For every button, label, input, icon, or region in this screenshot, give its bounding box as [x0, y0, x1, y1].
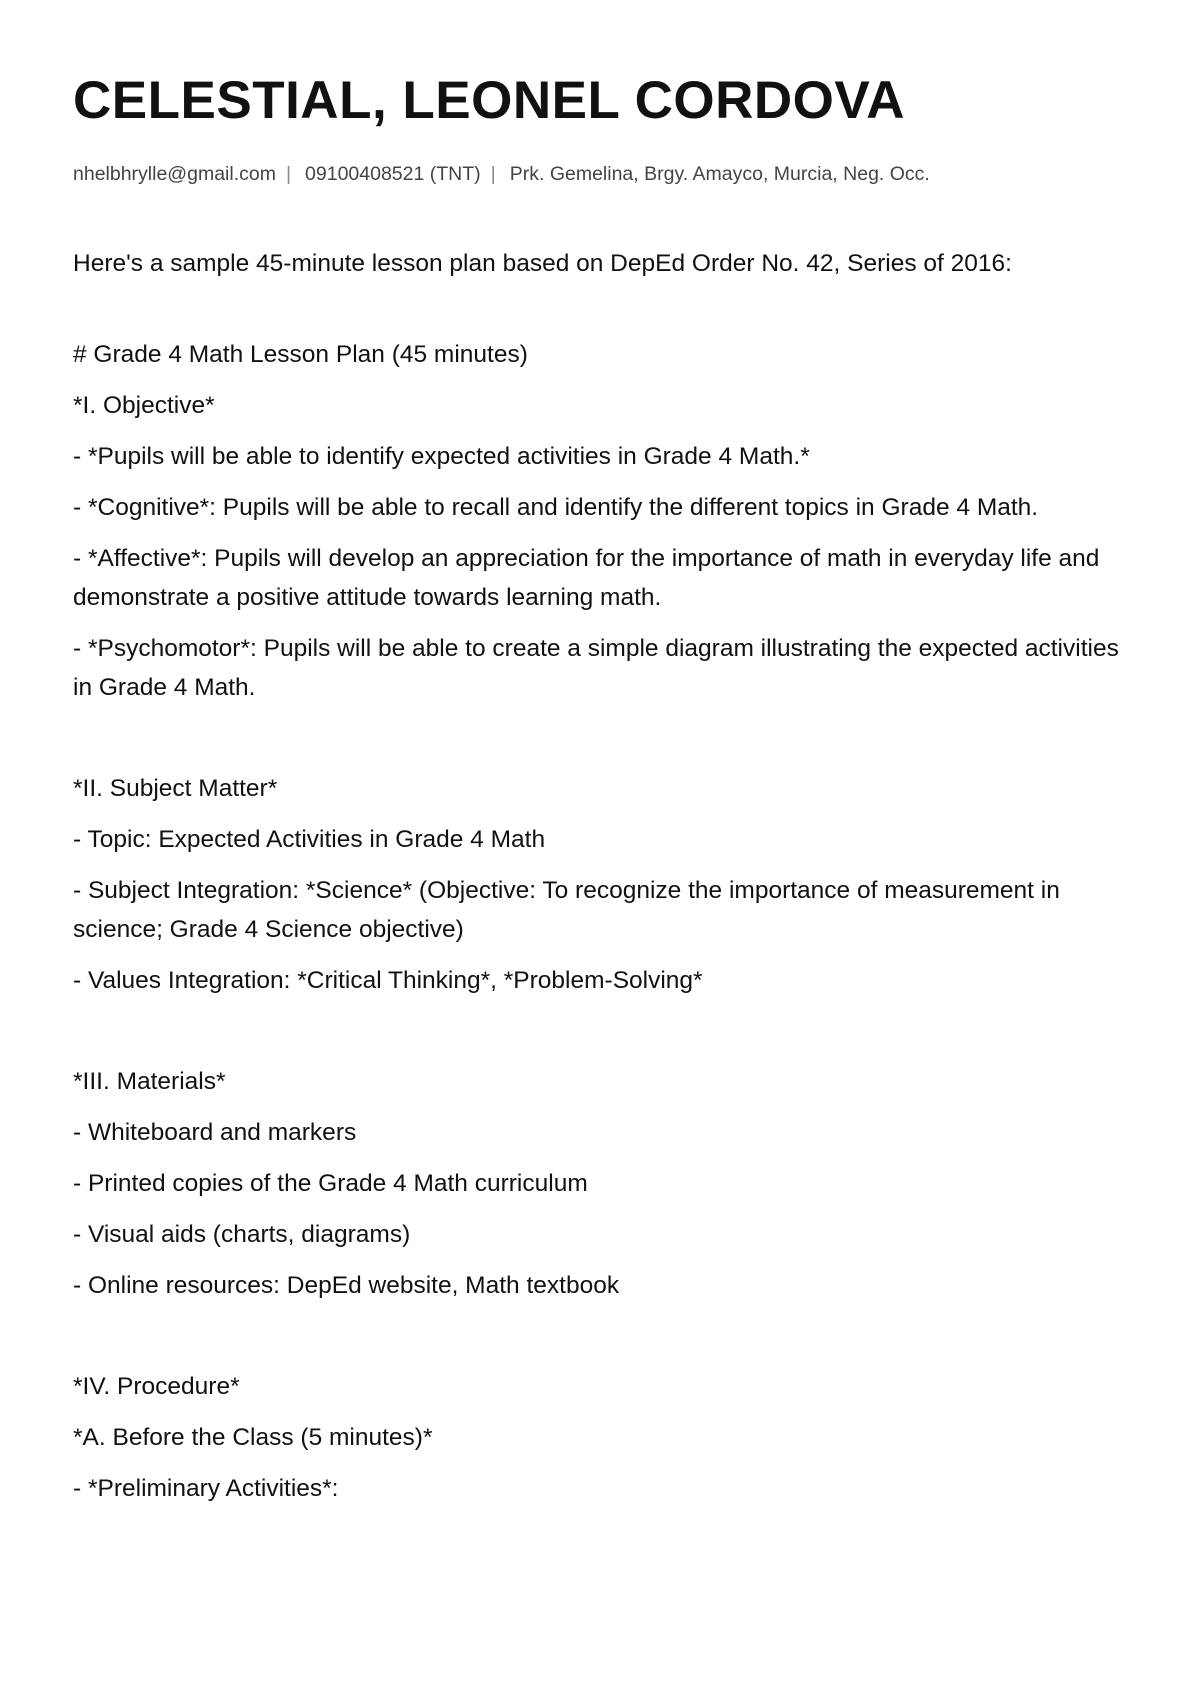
list-item: - Topic: Expected Activities in Grade 4 Math [73, 826, 546, 853]
sub-heading-before-class: *A. Before the Class (5 minutes)* [73, 1424, 433, 1451]
list-item: - *Cognitive*: Pupils will be able to recall and identify the different topics in Grade 4 Math. [73, 494, 1039, 521]
plan-title: # Grade 4 Math Lesson Plan (45 minutes) [73, 341, 528, 368]
address-text: Prk. Gemelina, Brgy. Amayco, Murcia, Neg. Occ. [509, 163, 930, 185]
list-item: - *Pupils will be able to identify expected activities in Grade 4 Math.* [73, 443, 810, 470]
list-item: - Values Integration: *Critical Thinking*, *Problem-Solving* [73, 967, 703, 994]
phone-text: 09100408521 (TNT) [305, 163, 481, 185]
contact-separator: | [490, 163, 496, 185]
section-heading-materials: *III. Materials* [73, 1068, 226, 1095]
list-item: - Printed copies of the Grade 4 Math curriculum [73, 1170, 588, 1197]
list-item: - Online resources: DepEd website, Math textbook [73, 1272, 620, 1299]
intro-paragraph: Here's a sample 45-minute lesson plan based on DepEd Order No. 42, Series of 2016: [73, 250, 1012, 277]
list-item: - Visual aids (charts, diagrams) [73, 1221, 411, 1248]
section-heading-subject-matter: *II. Subject Matter* [73, 775, 278, 802]
list-item: - Subject Integration: *Science* (Objective: To recognize the importance of measurement in science; Grade 4 Science objective) [73, 877, 1060, 943]
list-item: - *Preliminary Activities*: [73, 1475, 339, 1502]
list-item: - *Affective*: Pupils will develop an appreciation for the importance of math in everyday life and demonstrate a positive attitude towards learning math. [73, 545, 1100, 611]
list-item: - *Psychomotor*: Pupils will be able to create a simple diagram illustrating the expected activities in Grade 4 Math. [73, 635, 1119, 701]
section-heading-procedure: *IV. Procedure* [73, 1373, 240, 1400]
list-item: - Whiteboard and markers [73, 1119, 357, 1146]
contact-line [73, 163, 930, 186]
author-name: CELESTIAL, LEONEL CORDOVA [73, 71, 906, 130]
lesson-plan-body [73, 244, 1133, 1520]
email-text: nhelbhrylle@gmail.com [73, 163, 276, 185]
contact-separator: | [285, 163, 292, 185]
section-heading-objective: *I. Objective* [73, 392, 215, 419]
